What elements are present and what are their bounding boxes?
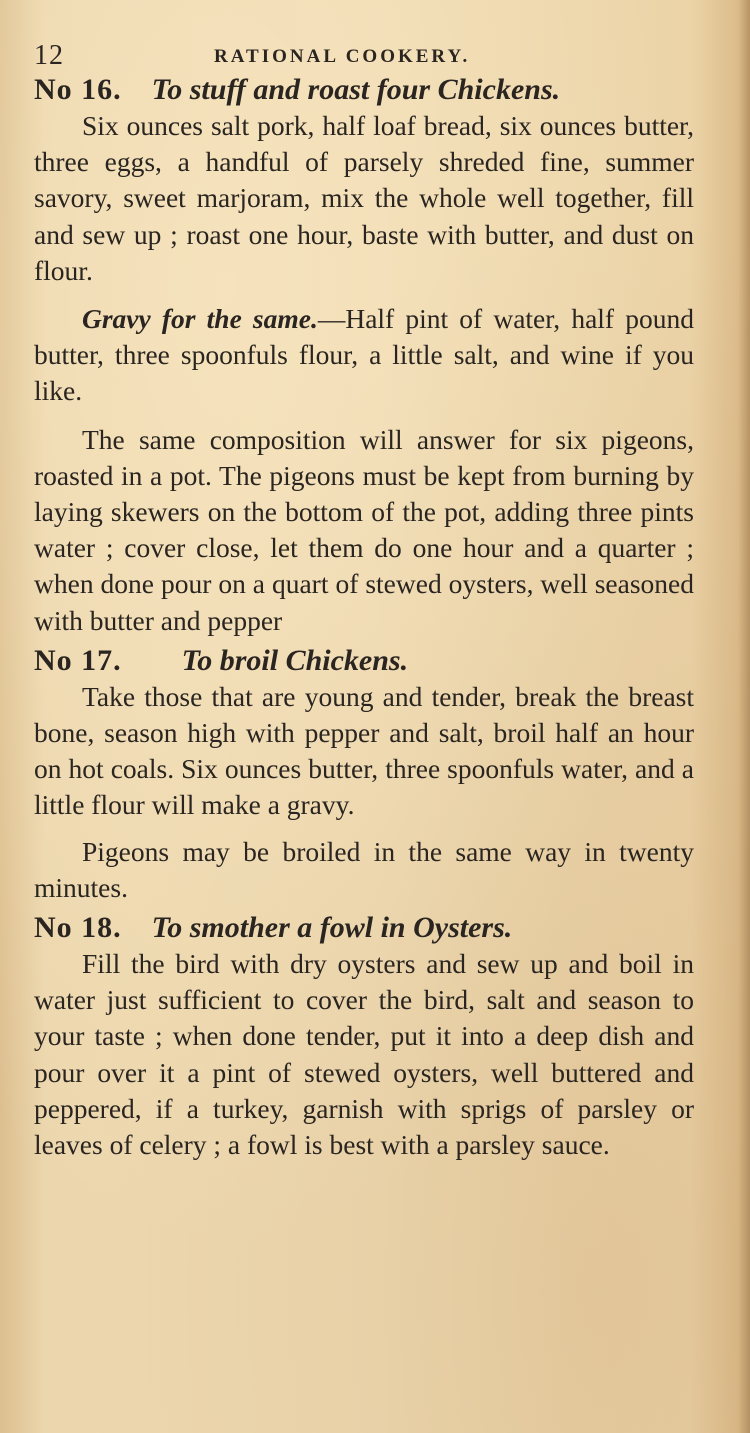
running-head (34, 26, 694, 72)
recipe-heading (34, 72, 694, 108)
gravy-title: Gravy for the same. (82, 303, 318, 335)
gravy-paragraph (34, 301, 694, 410)
gravy-text: —Half pint of water, half pound butter, three spoonfuls flour, a little salt, and wine if you like. (34, 303, 694, 407)
recipe-17 (34, 643, 694, 906)
recipe-paragraph: Six ounces salt pork, half loaf bread, six ounces butter, three eggs, a handful of parsely shreded fine, summer savory, sweet marjoram, mix the whole well together, fill and sew up ; roast one hour, baste with butter, and dust on flour. (34, 110, 694, 286)
recipe-18 (34, 910, 694, 1163)
recipe-number: No 16. (34, 73, 122, 106)
recipe-16 (34, 72, 694, 639)
recipe-number: No 18. (34, 911, 122, 945)
recipe-paragraph: Take those that are young and tender, break the breast bone, season high with pepper and salt, broil half an hour on hot coals. Six ounces butter, three spoonfuls water, and a little flour will make a gravy. (34, 680, 694, 821)
running-title: RATIONAL COOKERY. (214, 46, 471, 67)
recipe-paragraph: Pigeons may be broiled in the same way in twenty minutes. (34, 835, 694, 903)
recipe-heading (34, 643, 694, 679)
recipe-number: No 17. (34, 643, 122, 677)
page-number: 12 (34, 40, 64, 71)
recipe-paragraph: Fill the bird with dry oysters and sew up and boil in water just sufficient to cover the bird, salt and season to your taste ; when done tender, put it into a deep dish and pour over it a pint of stewed oysters, well buttered and peppered, if a turkey, garnish with sprigs of parsley or leaves of celery ; a fowl is best with a parsley sauce. (34, 948, 694, 1161)
page-edge-shadow (738, 0, 750, 1433)
recipe-paragraph: The same composition will answer for six pigeons, roasted in a pot. The pigeons must be kept from burning by laying skewers on the bottom of the pot, adding three pints water ; cover close, let them do one hour and a quarter ; when done pour on a quart of stewed oysters, well seasoned with butter and pepper (34, 423, 694, 636)
recipe-heading (34, 910, 694, 946)
recipe-title: To broil Chickens. (181, 643, 409, 677)
recipe-title: To stuff and roast four Chickens. (151, 73, 561, 106)
recipe-title: To smother a fowl in Oysters. (151, 911, 513, 945)
